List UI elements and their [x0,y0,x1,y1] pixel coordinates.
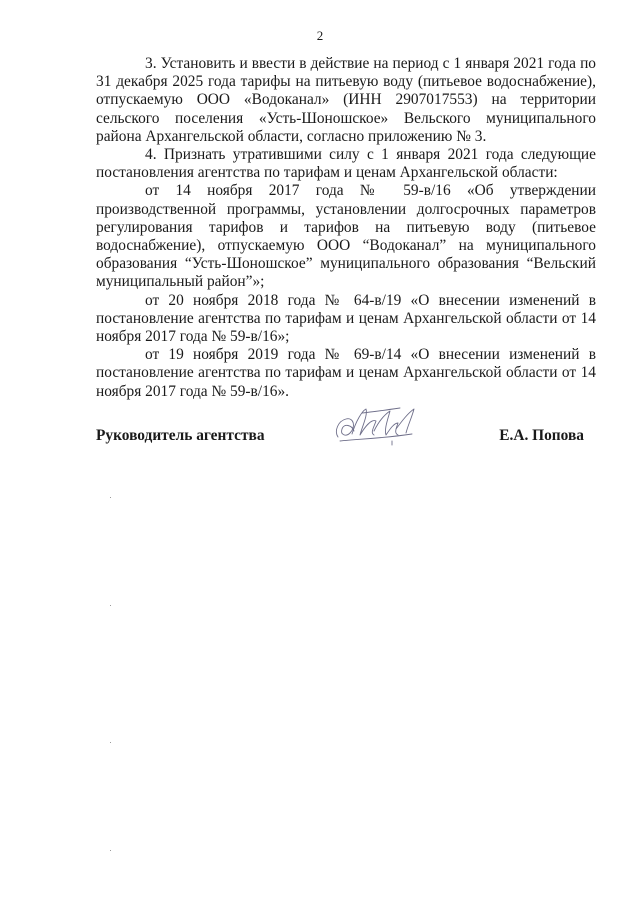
repealed-decree-2017: от 14 ноября 2017 года № 59-в/16 «Об утверждении производственной программы, установлении долгосрочных параметров регулирования тарифов и тарифов на питьевую воду (питьевое водоснабжение), отпускаемую ООО “Водоканал” на муниципального образования “Усть-Шоношское” муниципального образования “Вельский муниципальный район”»; [96,182,596,291]
repealed-decree-2018: от 20 ноября 2018 года № 64-в/19 «О внесении изменений в постановление агентства по тарифам и ценам Архангельской области от 14 ноября 2017 года № 59-в/16»; [96,291,596,346]
paragraph-item-4: 4. Признать утратившими силу с 1 января 2021 года следующие постановления агентства по тарифам и ценам Архангельской области: [96,146,596,182]
scan-speck [110,742,111,743]
page-number: 2 [316,28,324,43]
signature-block [96,415,596,465]
signatory-name: Е.А. Попова [499,427,584,444]
paragraph-item-3: 3. Установить и ввести в действие на период с 1 января 2021 года по 31 декабря 2025 года тарифы на питьевую воду (питьевое водоснабжение), отпускаемую ООО «Водоканал» (ИНН 2907017553) на территории сельского поселения «Усть-Шоношское» Вельского муниципального района Архангельской области, согласно приложению № 3. [96,55,596,145]
signatory-title: Руководитель агентства [96,427,265,444]
handwritten-signature [332,401,422,451]
repealed-decree-2019: от 19 ноября 2019 года № 69-в/14 «О внесении изменений в постановление агентства по тарифам и ценам Архангельской области от 14 ноября 2017 года № 59-в/16». [96,346,596,400]
document-body [96,55,596,401]
scan-speck [110,497,111,498]
scan-speck [110,605,111,606]
scan-speck [110,850,111,851]
